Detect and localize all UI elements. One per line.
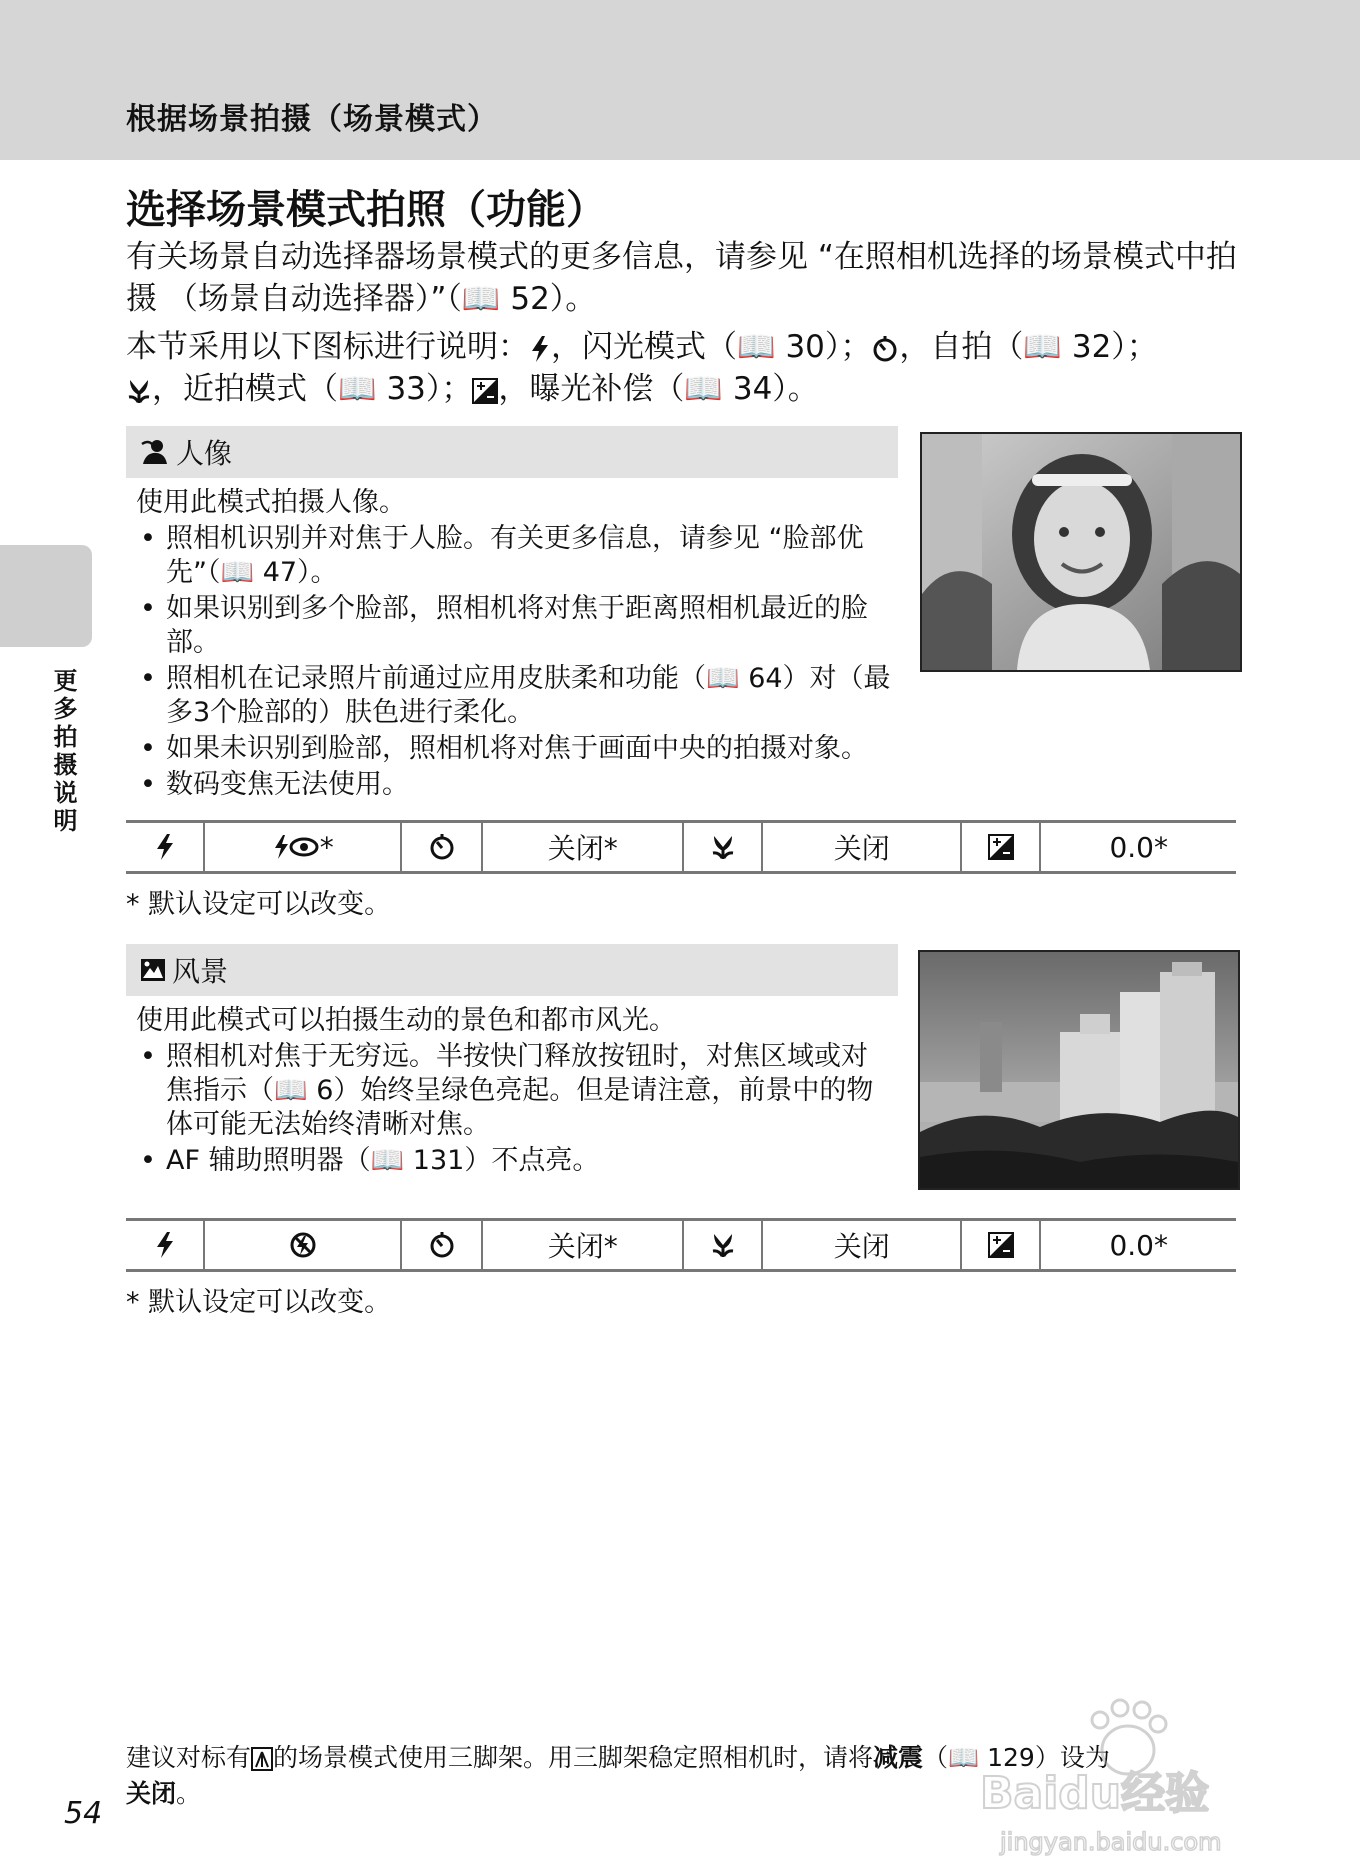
flash-header-cell [126, 1221, 205, 1269]
watermark-brand-text: Baidu经验 [980, 1768, 1210, 1819]
self-timer-icon [871, 335, 899, 363]
intro-text [126, 236, 1246, 416]
exposure-header-cell [962, 823, 1041, 871]
tripod-icon [251, 1747, 273, 1771]
macro-header-cell [684, 1221, 763, 1269]
list-item: • 照相机对焦于无穷远。半按快门释放按钮时，对焦区域或对焦指示（📖 6）始终呈绿色亮起。但是请注意，前景中的物体可能无法始终清晰对焦。 [136, 1040, 886, 1142]
watermark-url-text: jingyan.baidu.com [1000, 1828, 1222, 1856]
landscape-section-title: 风景 [172, 955, 229, 988]
self-timer-icon [428, 833, 456, 861]
self-timer-header-cell [402, 823, 483, 871]
exposure-header-cell [962, 1221, 1041, 1269]
list-item: • 数码变焦无法使用。 [136, 768, 956, 802]
landscape-description [136, 1004, 896, 1180]
exposure-value-cell: 0.0* [1109, 830, 1168, 864]
flash-off-icon [289, 1231, 317, 1259]
landscape-footnote: * 默认设定可以改变。 [126, 1287, 392, 1318]
intro-prefix: 本节采用以下图标进行说明： [126, 329, 529, 365]
portrait-settings-row [126, 820, 1236, 874]
selftimer-legend-text: ，自拍（📖 32）； [899, 329, 1158, 365]
exposure-compensation-icon [472, 378, 498, 404]
page-number: 54 [64, 1796, 103, 1831]
portrait-lead: 使用此模式拍摄人像。 [136, 487, 406, 518]
landscape-section-header [126, 944, 898, 996]
list-item: • 照相机识别并对焦于人脸。有关更多信息，请参见 “脸部优先”（📖 47）。 [136, 522, 866, 590]
portrait-section-header [126, 426, 898, 478]
list-item: • 照相机在记录照片前通过应用皮肤柔和功能（📖 64）对（最多3个脸部的）肤色进行柔化。 [136, 662, 906, 730]
self-timer-value-cell: 关闭* [483, 823, 684, 871]
list-item: • 如果识别到多个脸部，照相机将对焦于距离照相机最近的脸部。 [136, 592, 896, 660]
exposure-compensation-icon [988, 834, 1014, 860]
portrait-bullet-list [136, 522, 956, 802]
exposure-value-cell: 0.0* [1109, 1228, 1168, 1262]
portrait-footnote: * 默认设定可以改变。 [126, 889, 392, 920]
flash-value-cell [205, 1221, 402, 1269]
intro-paragraph-1: 有关场景自动选择器场景模式的更多信息，请参见 “在照相机选择的场景模式中拍摄 （场景自动选择器）”（📖 52）。 [126, 239, 1237, 317]
self-timer-header-cell [402, 1221, 483, 1269]
landscape-bullet-list [136, 1040, 896, 1178]
list-item: • 如果未识别到脸部，照相机将对焦于画面中央的拍摄对象。 [136, 732, 966, 766]
footer-prefix: 建议对标有 [126, 1743, 252, 1772]
landscape-settings-row [126, 1218, 1236, 1272]
footer-reference: （📖 129）设为 [923, 1743, 1110, 1772]
flash-default-marker: * [319, 830, 334, 864]
baidu-watermark-logo [960, 1690, 1290, 1860]
exposure-compensation-icon [988, 1232, 1014, 1258]
flash-header-cell [126, 823, 205, 871]
side-tab-marker [0, 545, 92, 647]
landscape-lead: 使用此模式可以拍摄生动的景色和都市风光。 [136, 1005, 676, 1036]
portrait-description [136, 486, 956, 804]
self-timer-icon [428, 1231, 456, 1259]
intro-paragraph-2 [126, 326, 1246, 410]
vr-setting-name: 减震 [873, 1743, 924, 1772]
flash-icon [154, 833, 176, 861]
flash-icon [154, 1231, 176, 1259]
exposure-legend-text: ，曝光补偿（📖 34）。 [498, 371, 819, 407]
landscape-mode-icon [140, 958, 166, 982]
section-header-title: 根据场景拍摄（场景模式） [126, 102, 498, 137]
macro-value-cell: 关闭 [763, 823, 962, 871]
flash-legend-text: ，闪光模式（📖 30）； [551, 329, 872, 365]
macro-tulip-icon [710, 1231, 736, 1259]
self-timer-value-cell: 关闭* [483, 1221, 684, 1269]
list-item: • AF 辅助照明器（📖 131）不点亮。 [136, 1144, 896, 1178]
off-setting-label: 关闭 [126, 1779, 177, 1808]
portrait-section-title: 人像 [176, 437, 233, 470]
flash-value-cell [205, 823, 402, 871]
red-eye-flash-icon [272, 833, 320, 861]
side-tab-label: 更多拍摄说明 [49, 668, 77, 836]
portrait-sample-photo [920, 432, 1242, 672]
macro-tulip-icon [126, 377, 152, 405]
portrait-mode-icon [140, 438, 170, 466]
macro-legend-text: ，近拍模式（📖 33）； [152, 371, 473, 407]
footer-middle: 的场景模式使用三脚架。用三脚架稳定照相机时，请将 [273, 1743, 874, 1772]
page-title: 选择场景模式拍照（功能） [126, 187, 606, 233]
macro-header-cell [684, 823, 763, 871]
macro-tulip-icon [710, 833, 736, 861]
flash-icon [529, 335, 551, 363]
landscape-sample-photo [918, 950, 1240, 1190]
macro-value-cell: 关闭 [763, 1221, 962, 1269]
footer-end: 。 [176, 1779, 202, 1808]
